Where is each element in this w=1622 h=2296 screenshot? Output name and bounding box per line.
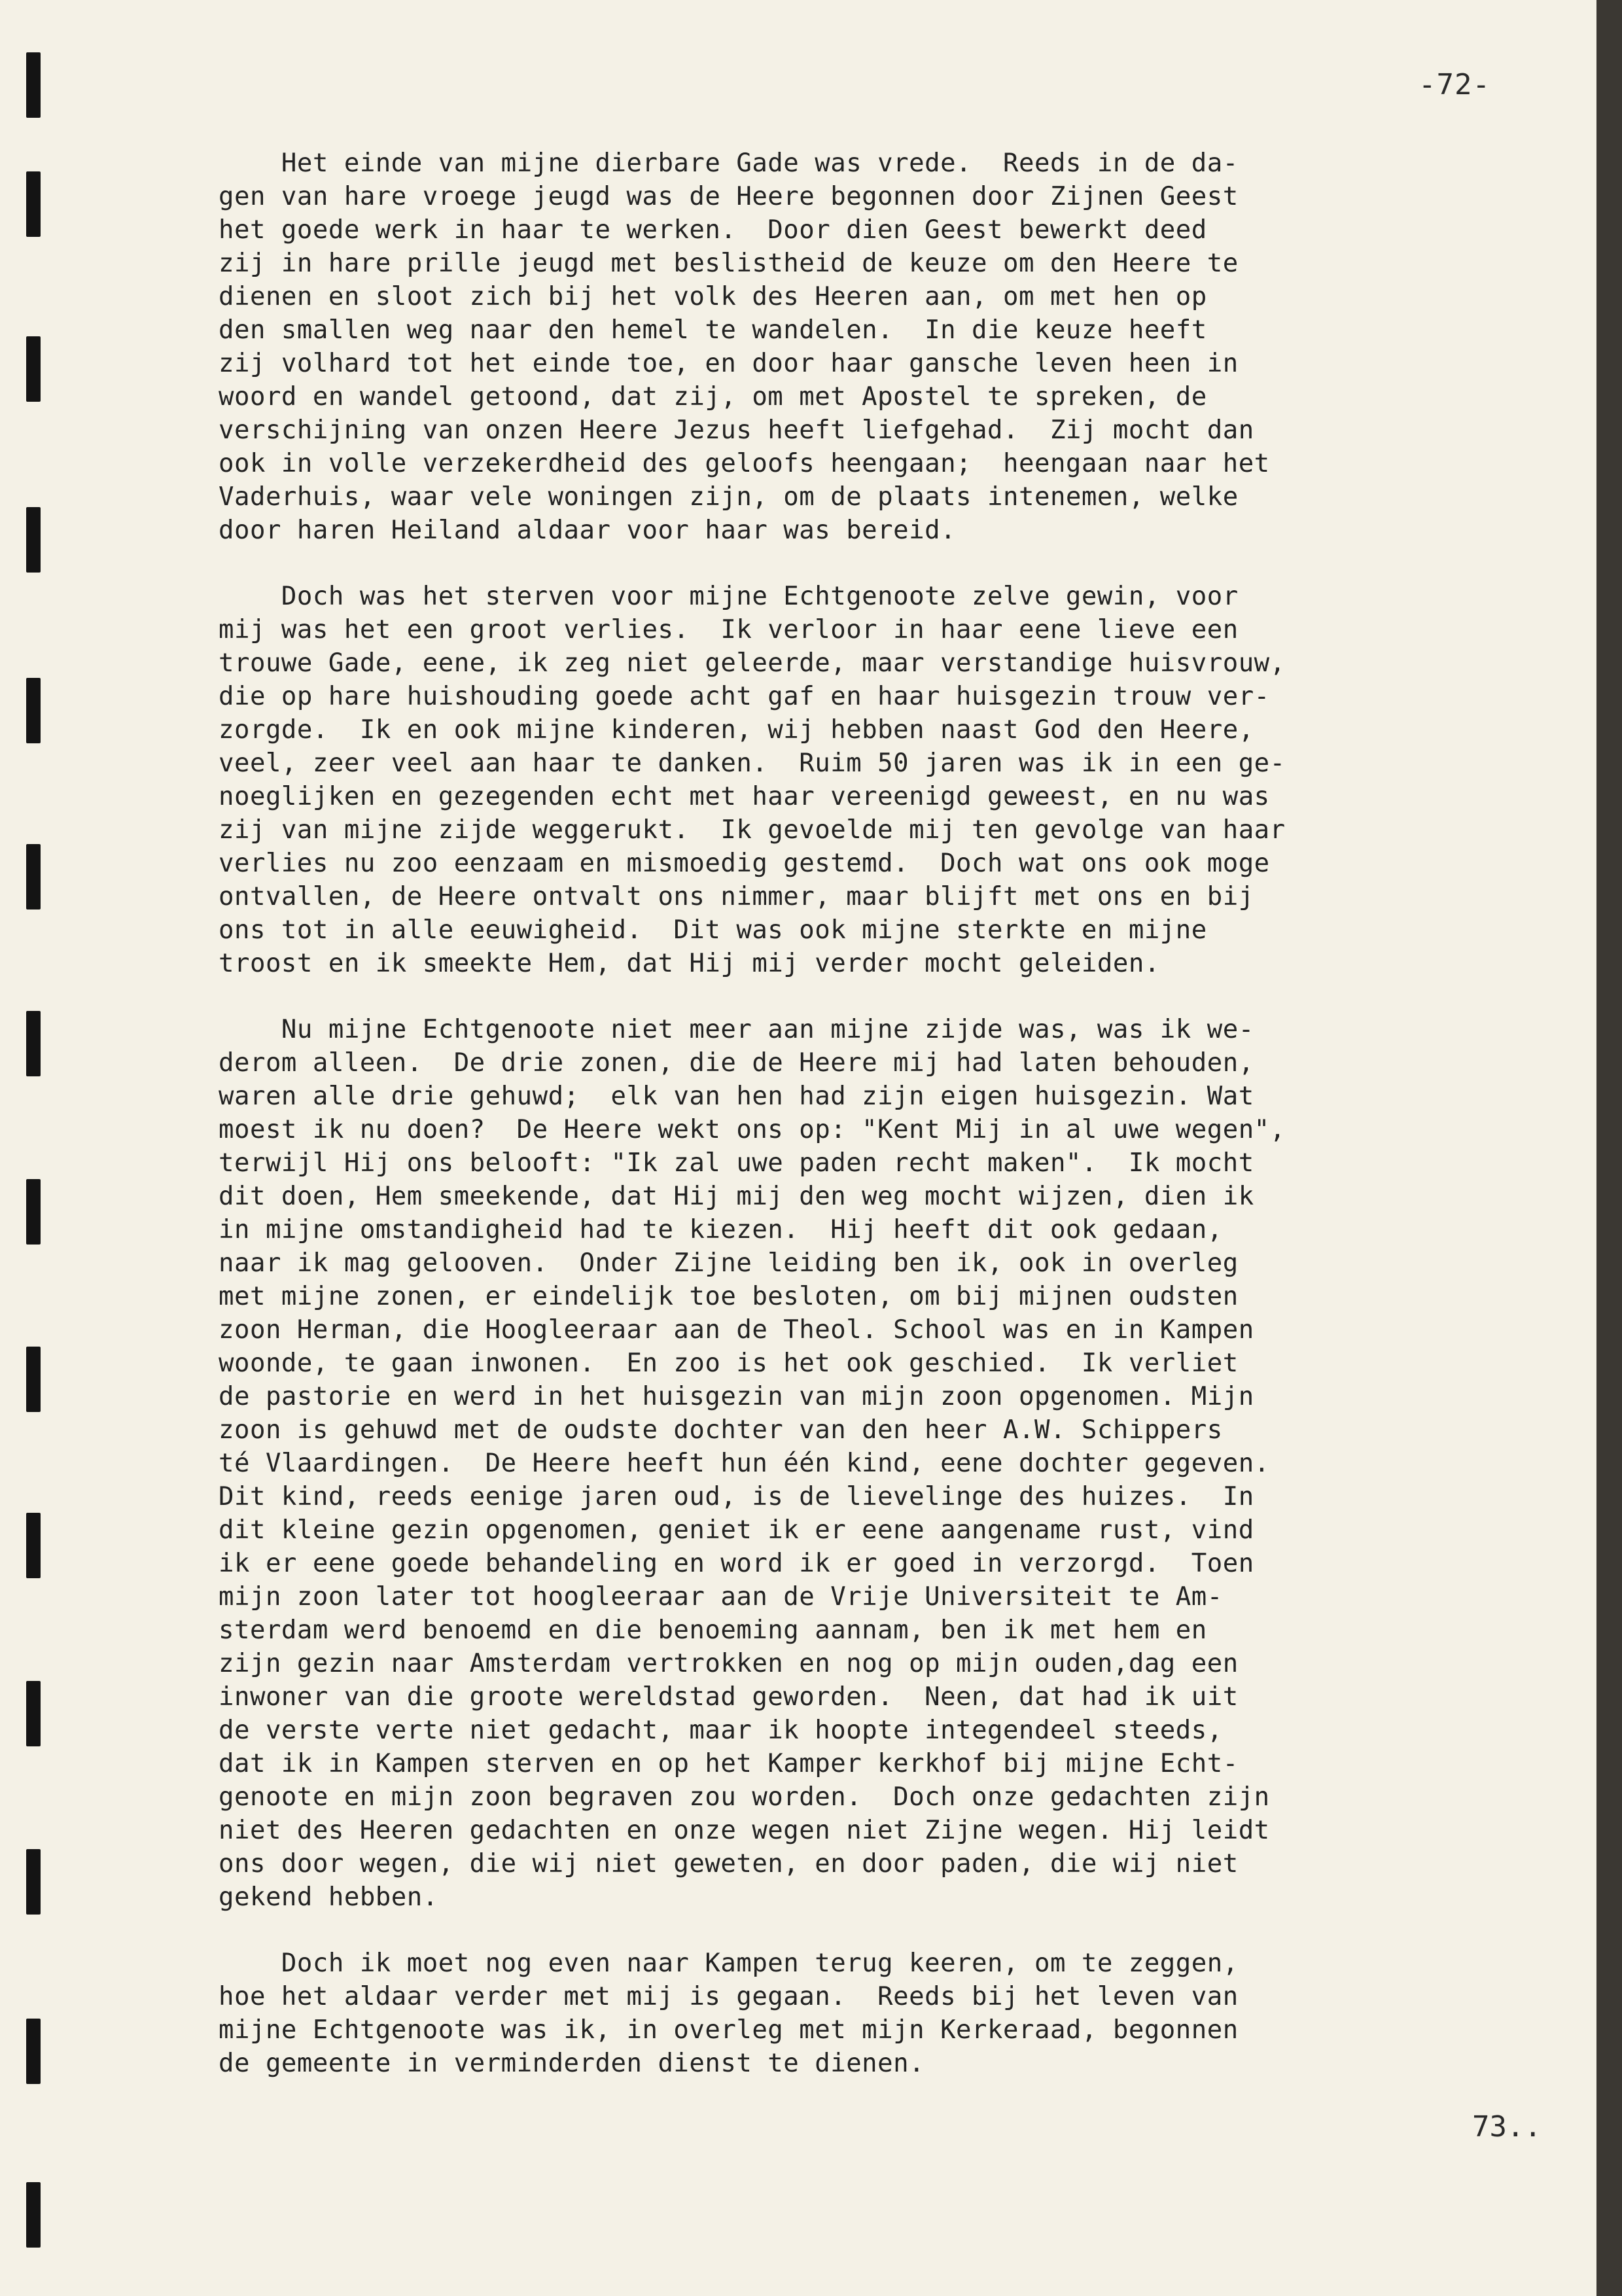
text-line: de verste verte niet gedacht, maar ik hoopte integendeel steeds, — [219, 1716, 1223, 1745]
binding-hole — [26, 1011, 41, 1076]
text-line: ons tot in alle eeuwigheid. Dit was ook mijne sterkte en mijne — [219, 915, 1207, 945]
text-line: zorgde. Ik en ook mijne kinderen, wij hebben naast God den Heere, — [219, 715, 1254, 745]
text-line: Doch ik moet nog even naar Kampen terug keeren, om te zeggen, — [219, 1949, 1239, 1978]
text-line: mij was het een groot verlies. Ik verloor in haar eene lieve een — [219, 615, 1239, 645]
text-line: Nu mijne Echtgenoote niet meer aan mijne zijde was, was ik we- — [219, 1015, 1254, 1044]
text-line: trouwe Gade, eene, ik zeg niet geleerde, maar verstandige huisvrouw, — [219, 648, 1286, 678]
text-line: verschijning van onzen Heere Jezus heeft liefgehad. Zij mocht dan — [219, 415, 1254, 445]
text-line: gen van hare vroege jeugd was de Heere begonnen door Zijnen Geest — [219, 182, 1239, 211]
text-line: veel, zeer veel aan haar te danken. Ruim 50 jaren was ik in een ge- — [219, 749, 1286, 778]
text-line: zij volhard tot het einde toe, en door haar gansche leven heen in — [219, 349, 1239, 378]
text-line: derom alleen. De drie zonen, die de Heere mij had laten behouden, — [219, 1048, 1254, 1078]
text-line: Dit kind, reeds eenige jaren oud, is de lievelinge des huizes. In — [219, 1482, 1254, 1511]
text-line: mijn zoon later tot hoogleeraar aan de Vrije Universiteit te Am- — [219, 1582, 1223, 1612]
text-line: sterdam werd benoemd en die benoeming aannam, ben ik met hem en — [219, 1616, 1207, 1645]
paragraph — [219, 1947, 1593, 2080]
text-line: woord en wandel getoond, dat zij, om met Apostel te spreken, de — [219, 382, 1207, 412]
text-line: die op hare huishouding goede acht gaf en haar huisgezin trouw ver- — [219, 682, 1270, 711]
paragraph — [219, 580, 1593, 980]
binding-hole — [26, 1179, 41, 1245]
text-line: waren alle drie gehuwd; elk van hen had zijn eigen huisgezin. Wat — [219, 1082, 1254, 1111]
text-line: de gemeente in verminderden dienst te dienen. — [219, 2049, 925, 2078]
text-line: ons door wegen, die wij niet geweten, en door paden, die wij niet — [219, 1849, 1239, 1879]
binding-hole — [26, 1681, 41, 1746]
text-line: het goede werk in haar te werken. Door dien Geest bewerkt deed — [219, 215, 1207, 245]
text-line: ontvallen, de Heere ontvalt ons nimmer, maar blijft met ons en bij — [219, 882, 1254, 911]
binding-hole — [26, 2019, 41, 2084]
text-line: moest ik nu doen? De Heere wekt ons op: "Kent Mij in al uwe wegen", — [219, 1115, 1286, 1144]
text-line: genoote en mijn zoon begraven zou worden. Doch onze gedachten zijn — [219, 1782, 1270, 1812]
text-line: dat ik in Kampen sterven en op het Kamper kerkhof bij mijne Echt- — [219, 1749, 1239, 1778]
text-line: Het einde van mijne dierbare Gade was vrede. Reeds in de da- — [219, 149, 1239, 178]
text-line: noeglijken en gezegenden echt met haar vereenigd geweest, en nu was — [219, 782, 1270, 811]
text-line: Vaderhuis, waar vele woningen zijn, om de plaats intenemen, welke — [219, 482, 1239, 512]
text-line: dit kleine gezin opgenomen, geniet ik er eene aangename rust, vind — [219, 1515, 1254, 1545]
text-line: ik er eene goede behandeling en word ik er goed in verzorgd. Toen — [219, 1549, 1254, 1578]
text-line: niet des Heeren gedachten en onze wegen niet Zijne wegen. Hij leidt — [219, 1816, 1270, 1845]
binding-hole — [26, 1347, 41, 1412]
text-line: zijn gezin naar Amsterdam vertrokken en nog op mijn ouden,dag een — [219, 1649, 1239, 1678]
page-number: -72- — [1419, 68, 1490, 101]
paragraph-gap — [219, 980, 1593, 1013]
binding-hole — [26, 2182, 41, 2248]
text-line: mijne Echtgenoote was ik, in overleg met mijn Kerkeraad, begonnen — [219, 2015, 1239, 2045]
binding-hole — [26, 171, 41, 237]
binding-strip — [0, 0, 59, 2296]
text-line: zoon is gehuwd met de oudste dochter van den heer A.W. Schippers — [219, 1415, 1223, 1445]
catchword: 73.. — [1472, 2110, 1542, 2144]
text-line: inwoner van die groote wereldstad geworden. Neen, dat had ik uit — [219, 1682, 1239, 1712]
paragraph-gap — [219, 547, 1593, 580]
text-line: troost en ik smeekte Hem, dat Hij mij verder mocht geleiden. — [219, 949, 1160, 978]
binding-hole — [26, 1849, 41, 1915]
text-line: Doch was het sterven voor mijne Echtgenoote zelve gewin, voor — [219, 582, 1239, 611]
text-line: zoon Herman, die Hoogleeraar aan de Theol. School was en in Kampen — [219, 1315, 1254, 1345]
binding-hole — [26, 1513, 41, 1578]
paragraph — [219, 1013, 1593, 1914]
page-edge — [1596, 0, 1622, 2296]
text-line: zij van mijne zijde weggerukt. Ik gevoelde mij ten gevolge van haar — [219, 815, 1286, 845]
text-line: woonde, te gaan inwonen. En zoo is het ook geschied. Ik verliet — [219, 1349, 1239, 1378]
text-line: den smallen weg naar den hemel te wandelen. In die keuze heeft — [219, 315, 1207, 345]
text-line: met mijne zonen, er eindelijk toe besloten, om bij mijnen oudsten — [219, 1282, 1239, 1311]
paragraph-gap — [219, 1914, 1593, 1947]
text-line: de pastorie en werd in het huisgezin van mijn zoon opgenomen. Mijn — [219, 1382, 1254, 1411]
text-line: verlies nu zoo eenzaam en mismoedig gestemd. Doch wat ons ook moge — [219, 849, 1270, 878]
paragraph — [219, 147, 1593, 547]
text-line: dienen en sloot zich bij het volk des Heeren aan, om met hen op — [219, 282, 1207, 311]
text-line: gekend hebben. — [219, 1882, 438, 1912]
binding-hole — [26, 678, 41, 743]
text-line: naar ik mag gelooven. Onder Zijne leiding ben ik, ook in overleg — [219, 1248, 1239, 1278]
binding-hole — [26, 52, 41, 118]
binding-hole — [26, 507, 41, 573]
binding-hole — [26, 336, 41, 402]
text-line: dit doen, Hem smeekende, dat Hij mij den weg mocht wijzen, dien ik — [219, 1182, 1254, 1211]
text-line: terwijl Hij ons belooft: "Ik zal uwe paden recht maken". Ik mocht — [219, 1148, 1254, 1178]
text-line: door haren Heiland aldaar voor haar was bereid. — [219, 516, 957, 545]
text-line: hoe het aldaar verder met mij is gegaan. Reeds bij het leven van — [219, 1982, 1239, 2011]
binding-hole — [26, 844, 41, 910]
text-line: ook in volle verzekerdheid des geloofs heengaan; heengaan naar het — [219, 449, 1270, 478]
text-line: zij in hare prille jeugd met beslistheid de keuze om den Heere te — [219, 249, 1239, 278]
text-line: té Vlaardingen. De Heere heeft hun één kind, eene dochter gegeven. — [219, 1449, 1270, 1478]
typed-text-body — [219, 147, 1593, 2080]
text-line: in mijne omstandigheid had te kiezen. Hij heeft dit ook gedaan, — [219, 1215, 1223, 1245]
